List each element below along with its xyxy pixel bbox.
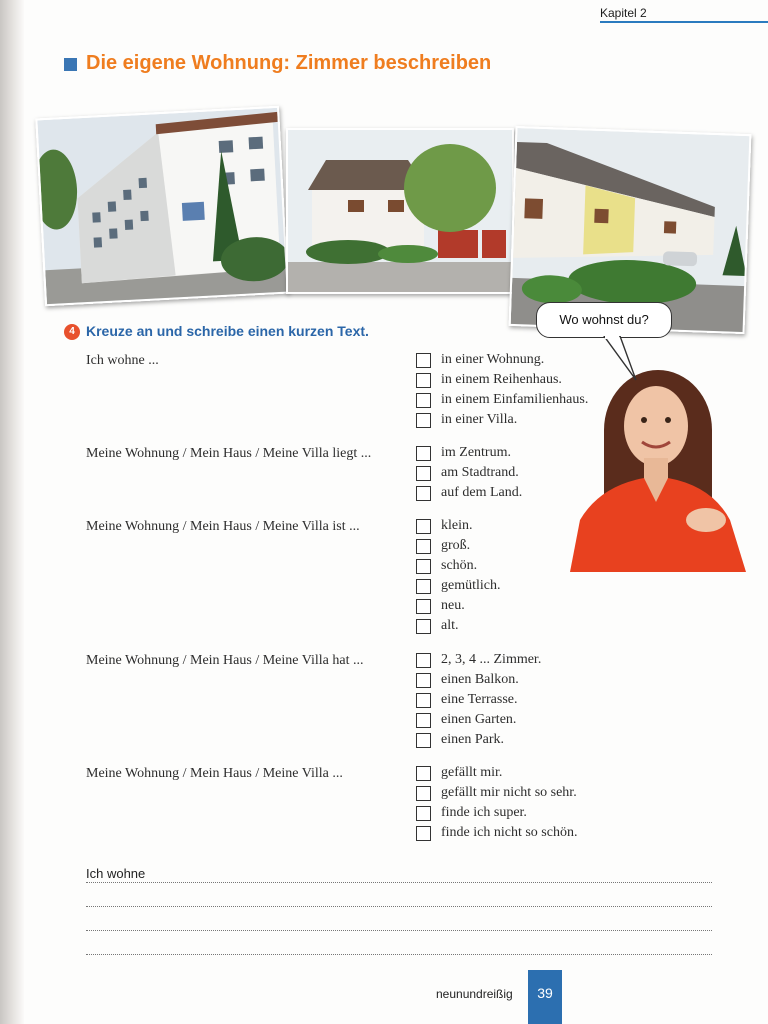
option-label: gemütlich. xyxy=(441,578,501,593)
checkbox[interactable] xyxy=(416,599,431,614)
prompt-opinion: Meine Wohnung / Mein Haus / Meine Villa ... xyxy=(86,766,343,781)
checkbox[interactable] xyxy=(416,353,431,368)
option-row[interactable] xyxy=(416,650,541,670)
checkbox[interactable] xyxy=(416,579,431,594)
prompt-features: Meine Wohnung / Mein Haus / Meine Villa hat ... xyxy=(86,653,364,668)
checkbox[interactable] xyxy=(416,413,431,428)
option-row[interactable] xyxy=(416,443,511,463)
photo-family-house xyxy=(286,128,514,294)
option-label: in einer Wohnung. xyxy=(441,352,545,367)
writing-line[interactable] xyxy=(86,954,712,955)
option-row[interactable] xyxy=(416,730,504,750)
checkbox[interactable] xyxy=(416,786,431,801)
checkbox[interactable] xyxy=(416,693,431,708)
prompt-location: Meine Wohnung / Mein Haus / Meine Villa liegt ... xyxy=(86,446,372,461)
checkbox[interactable] xyxy=(416,539,431,554)
prompt-living: Ich wohne ... xyxy=(86,353,159,368)
checkbox[interactable] xyxy=(416,713,431,728)
checkbox[interactable] xyxy=(416,653,431,668)
option-row[interactable] xyxy=(416,616,459,636)
option-label: einen Park. xyxy=(441,732,504,747)
option-label: 2, 3, 4 ... Zimmer. xyxy=(441,652,542,667)
option-label: einen Garten. xyxy=(441,712,517,727)
checkbox[interactable] xyxy=(416,446,431,461)
option-label: gefällt mir nicht so sehr. xyxy=(441,785,577,800)
checkbox[interactable] xyxy=(416,806,431,821)
book-spine-shadow xyxy=(0,0,24,1024)
option-label: groß. xyxy=(441,538,471,553)
option-label: am Stadtrand. xyxy=(441,465,519,480)
option-label: finde ich nicht so schön. xyxy=(441,825,578,840)
option-row[interactable] xyxy=(416,350,544,370)
checkbox[interactable] xyxy=(416,766,431,781)
option-label: in einer Villa. xyxy=(441,412,518,427)
photo-apartment-building xyxy=(35,106,289,307)
option-row[interactable] xyxy=(416,710,516,730)
prompt-description: Meine Wohnung / Mein Haus / Meine Villa ist ... xyxy=(86,519,360,534)
page-number-box: 39 xyxy=(528,970,562,1024)
option-row[interactable] xyxy=(416,670,519,690)
option-row[interactable] xyxy=(416,783,577,803)
option-row[interactable] xyxy=(416,690,518,710)
option-label: alt. xyxy=(441,618,459,633)
option-label: gefällt mir. xyxy=(441,765,503,780)
option-row[interactable] xyxy=(416,463,519,483)
option-row[interactable] xyxy=(416,536,470,556)
writing-line[interactable] xyxy=(86,930,712,931)
checkbox[interactable] xyxy=(416,519,431,534)
option-label: neu. xyxy=(441,598,465,613)
option-label: auf dem Land. xyxy=(441,485,523,500)
writing-line[interactable] xyxy=(86,882,712,883)
checkbox[interactable] xyxy=(416,733,431,748)
checkbox[interactable] xyxy=(416,826,431,841)
chapter-label: Kapitel 2 xyxy=(600,6,647,20)
checkbox[interactable] xyxy=(416,466,431,481)
option-label: eine Terrasse. xyxy=(441,692,518,707)
page-number-word: neunundreißig xyxy=(436,987,513,1001)
chapter-rule xyxy=(600,21,768,23)
option-label: klein. xyxy=(441,518,473,533)
checkbox[interactable] xyxy=(416,559,431,574)
option-row[interactable] xyxy=(416,390,588,410)
option-label: schön. xyxy=(441,558,478,573)
option-label: in einem Einfamilienhaus. xyxy=(441,392,589,407)
option-row[interactable] xyxy=(416,803,527,823)
checkbox[interactable] xyxy=(416,673,431,688)
option-row[interactable] xyxy=(416,410,517,430)
option-row[interactable] xyxy=(416,556,477,576)
checkbox[interactable] xyxy=(416,373,431,388)
option-row[interactable] xyxy=(416,483,522,503)
speech-bubble: Wo wohnst du? xyxy=(536,302,672,338)
option-row[interactable] xyxy=(416,596,465,616)
checkbox[interactable] xyxy=(416,619,431,634)
checkbox[interactable] xyxy=(416,393,431,408)
option-label: im Zentrum. xyxy=(441,445,511,460)
option-label: einen Balkon. xyxy=(441,672,519,687)
writing-line[interactable] xyxy=(86,906,712,907)
checkbox[interactable] xyxy=(416,486,431,501)
woman-illustration xyxy=(570,360,750,572)
option-row[interactable] xyxy=(416,763,502,783)
option-row[interactable] xyxy=(416,370,562,390)
page-title: Die eigene Wohnung: Zimmer beschreiben xyxy=(86,52,492,74)
exercise-number-badge: 4 xyxy=(64,324,80,340)
option-row[interactable] xyxy=(416,823,577,843)
exercise-instruction: Kreuze an und schreibe einen kurzen Text. xyxy=(86,323,369,339)
speech-bubble-tail-icon xyxy=(600,336,640,382)
option-label: in einem Reihenhaus. xyxy=(441,372,562,387)
writing-lead-text: Ich wohne xyxy=(86,866,146,881)
title-square-icon xyxy=(64,58,77,71)
option-row[interactable] xyxy=(416,516,473,536)
option-label: finde ich super. xyxy=(441,805,527,820)
option-row[interactable] xyxy=(416,576,501,596)
